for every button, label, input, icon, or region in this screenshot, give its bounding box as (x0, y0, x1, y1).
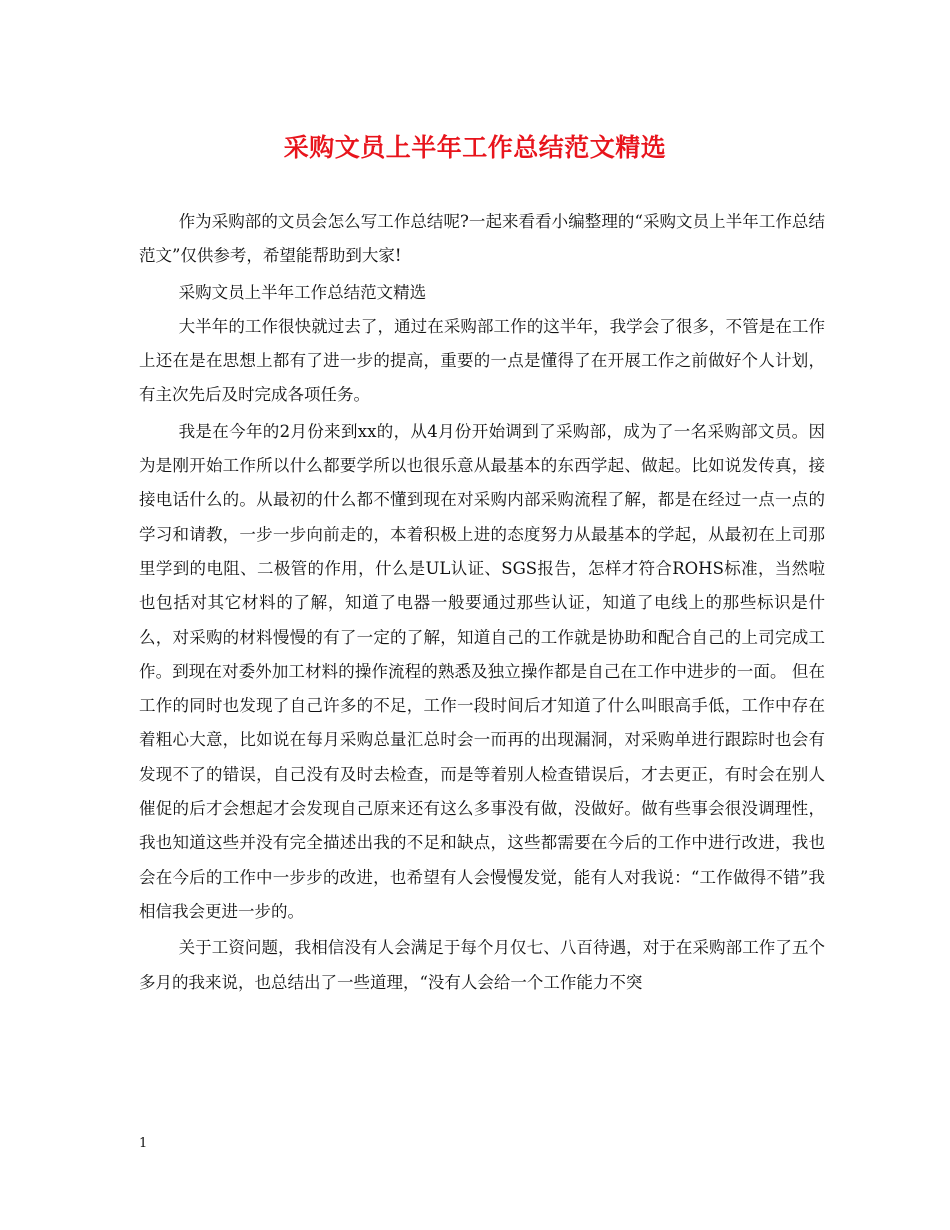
page-number: 1 (139, 1136, 148, 1151)
intro-paragraph: 作为采购部的文员会怎么写工作总结呢?一起来看看小编整理的“采购文员上半年工作总结范文”仅供参考，希望能帮助到大家! (139, 212, 825, 266)
body-paragraph: 我是在今年的2月份来到xx的，从4月份开始调到了采购部，成为了一名采购部文员。因为是刚开始工作所以什么都要学所以也很乐意从最基本的东西学起、做起。比如说发传真，接接电话什么的。从最初的什么都不懂到现在对采购内部采购流程了解，都是在经过一点一点的学习和请教，一步一步向前走的，本着积极上进的态度努力从最基本的学起，从最初在上司那里学到的电阻、二极管的作用，什么是UL认证、SGS报告，怎样才符合ROHS标准，当然啦也包括对其它材料的了解，知道了电器一般要通过那些认证，知道了电线上的那些标识是什么，对采购的材料慢慢的有了一定的了解，知道自己的工作就是协助和配合自己的上司完成工作。到现在对委外加工材料的操作流程的熟悉及独立操作都是自己在工作中进步的一面。 但在工作的同时也发现了自己许多的不足，工作一段时间后才知道了什么叫眼高手低，工作中存在着粗心大意，比如说在每月采购总量汇总时会一而再的出现漏洞，对采购单进行跟踪时也会有发现不了的错误，自己没有及时去检查，而是等着别人检查错误后，才去更正，有时会在别人催促的后才会想起才会发现自己原来还有这么多事没有做，没做好。做有些事会很没调理性，我也知道这些并没有完全描述出我的不足和缺点，这些都需要在今后的工作中进行改进，我也会在今后的工作中一步步的改进，也希望有人会慢慢发觉，能有人对我说：“工作做得不错”我相信我会更进一步的。 (139, 421, 825, 921)
document-body (139, 205, 825, 1002)
document-title: 采购文员上半年工作总结范文精选 (283, 133, 667, 162)
subtitle-paragraph: 采购文员上半年工作总结范文精选 (178, 282, 427, 302)
body-paragraph: 关于工资问题，我相信没有人会满足于每个月仅七、八百待遇，对于在采购部工作了五个多月的我来说，也总结出了一些道理，“没有人会给一个工作能力不突 (139, 938, 825, 992)
body-paragraph: 大半年的工作很快就过去了，通过在采购部工作的这半年，我学会了很多，不管是在工作上还在是在思想上都有了进一步的提高，重要的一点是懂得了在开展工作之前做好个人计划，有主次先后及时完成各项任务。 (139, 316, 825, 405)
